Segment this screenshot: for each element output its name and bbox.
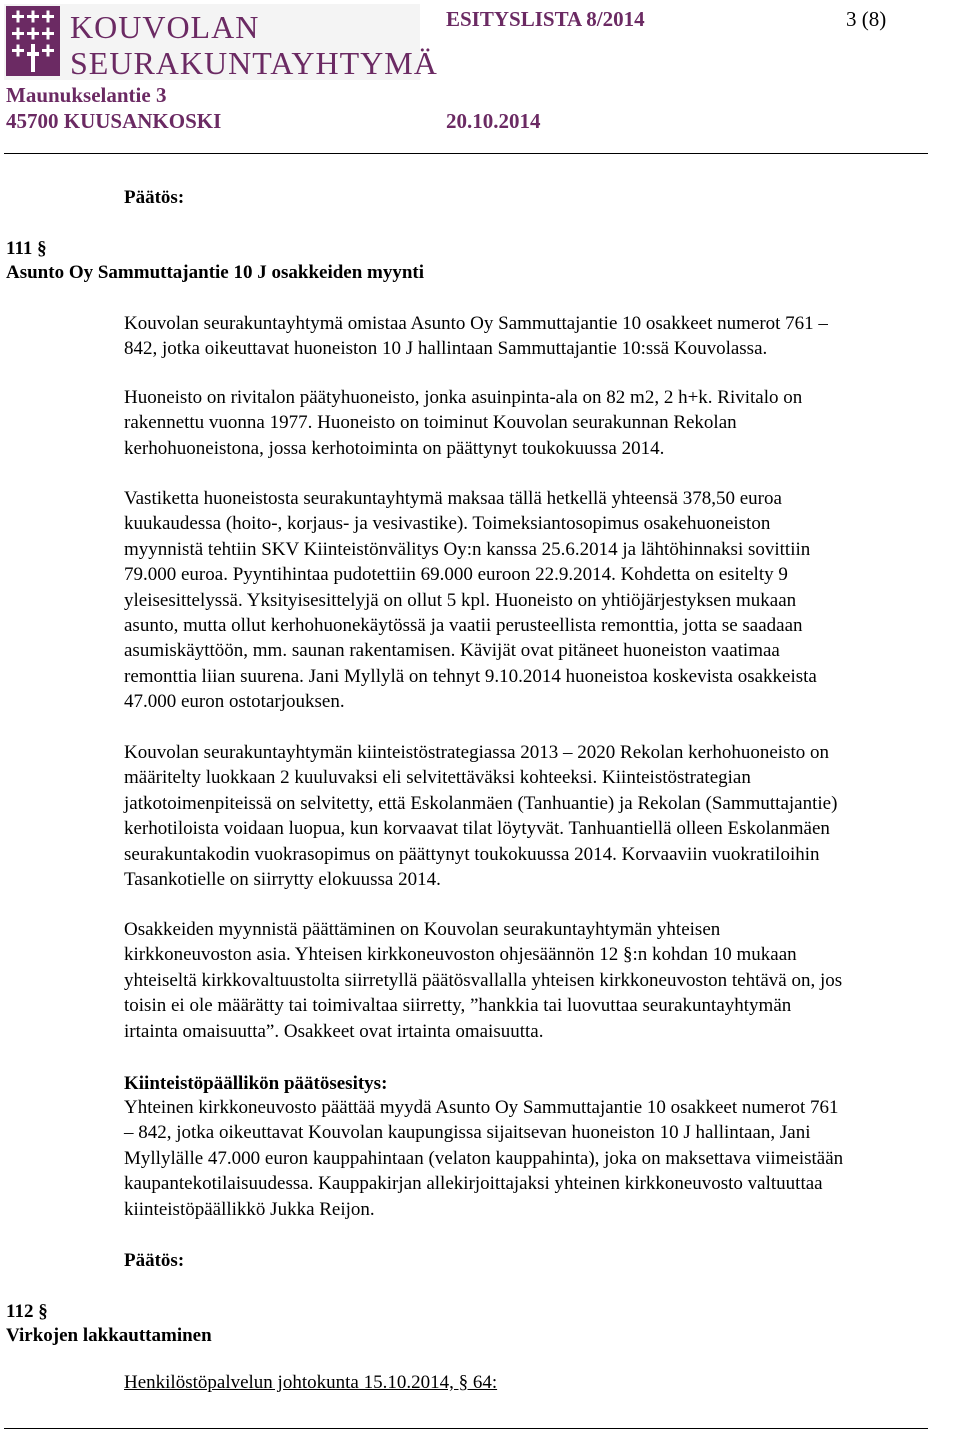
- cross-emblem-icon: [6, 6, 60, 76]
- section-112-title: Virkojen lakkauttaminen: [6, 1325, 212, 1346]
- section-111-title: Asunto Oy Sammuttajantie 10 J osakkeiden myynti: [6, 262, 425, 283]
- section-111-number: 111 §: [6, 238, 47, 259]
- org-name-line2: SEURAKUNTAYHTYMÄ: [70, 45, 438, 81]
- section-111-para1: Kouvolan seurakuntayhtymä omistaa Asunto Oy Sammuttajantie 10 osakkeet numerot 761 – 842, jotka oikeuttavat huoneiston 10 J hallintaan Sammuttajantie 10:ssä Kouvolassa.: [124, 313, 828, 360]
- document-title: ESITYSLISTA 8/2014: [446, 7, 645, 31]
- page-number: 3 (8): [846, 7, 887, 31]
- section-111-para3: Vastiketta huoneistosta seurakuntayhtymä maksaa tällä hetkellä yhteensä 378,50 euroa kuukaudessa (hoito-, korjaus- ja vesivastike). Toimeksiantosopimus osakehuoneiston myynnistä tehtiin SKV Kiinteistönvälitys Oy:n kanssa 25.6.2014 ja lähtöhinnaksi sovittiin 79.000 euroa. Pyyntihintaa pudotettiin 69.000 euroon 22.9.2014. Kohdetta on esitelty 9 yleisesittelyssä. Yksityisesittelyjä on ollut 5 kpl. Huoneisto on yhtiöjärjestyksen mukaan asunto, mutta ollut kerhohuonekäytössä ja vaatii perusteellista remonttia, jotta se saadaan asumiskäyttöön, mm. saunan rakentamisen. Kävijät ovat pitäneet huoneiston vaatimaa remonttia liian suurena. Jani Myllylä on tehnyt 9.10.2014 huoneistoa koskevista osakkeista 47.000 euron ostotarjouksen.: [124, 488, 817, 713]
- footer-divider: [4, 1428, 928, 1429]
- decision-label: Päätös:: [124, 187, 185, 208]
- org-name-line1: KOUVOLAN: [70, 9, 260, 45]
- section-112-reference: Henkilöstöpalvelun johtokunta 15.10.2014, § 64:: [124, 1372, 498, 1393]
- section-112-number: 112 §: [6, 1301, 48, 1322]
- decision-label-2: Päätös:: [124, 1250, 185, 1271]
- address-city: 45700 KUUSANKOSKI: [6, 109, 222, 133]
- header-divider: [4, 153, 928, 154]
- section-111-para4: Kouvolan seurakuntayhtymän kiinteistöstrategiassa 2013 – 2020 Rekolan kerhohuoneisto on määritelty luokkaan 2 kuuluvaksi eli selvitettäväksi kohteeksi. Kiinteistöstrategian jatkotoimenpiteissä on selvitetty, että Eskolanmäen (Tanhuantie) ja Rekolan (Sammuttajantie) kerhotiloista voidaan luopua, kun korvaavat tilat löytyvät. Tanhuantiellä olleen Eskolanmäen seurakuntakodin vuokrasopimus on päättynyt toukokuussa 2014. Korvaaviin vuokratiloihin Tasankotielle on siirrytty elokuussa 2014.: [124, 742, 838, 891]
- proposal-label: Kiinteistöpäällikön päätösesitys:: [124, 1073, 388, 1094]
- logo-block: [4, 4, 438, 81]
- address-street: Maunukselantie 3: [6, 83, 167, 107]
- document-date: 20.10.2014: [446, 109, 541, 133]
- section-111-para2: Huoneisto on rivitalon päätyhuoneisto, jonka asuinpinta-ala on 82 m2, 2 h+k. Rivitalo on rakennettu vuonna 1977. Huoneisto on toiminut Kouvolan seurakunnan Rekolan kerhohuoneistona, jossa kerhotoiminta on päättynyt toukokuussa 2014.: [124, 387, 803, 459]
- section-111-proposal: Yhteinen kirkkoneuvosto päättää myydä Asunto Oy Sammuttajantie 10 osakkeet numerot 761 – 842, jotka oikeuttavat Kouvolan kaupungissa sijaitsevan huoneiston 10 J hallintaan, Jani Myllylälle 47.000 euron kauppahintaan (velaton kauppahinta), joka on maksettava viimeistään kaupantekotilaisuudessa. Kauppakirjan allekirjoittajaksi yhteinen kirkkoneuvosto valtuuttaa kiinteistöpäällikkö Jukka Reijon.: [124, 1097, 844, 1220]
- section-111-para5: Osakkeiden myynnistä päättäminen on Kouvolan seurakuntayhtymän yhteisen kirkkoneuvoston asia. Yhteisen kirkkoneuvoston ohjesäännön 12 §:n kohdan 10 mukaan yhteiseltä kirkkovaltuustolta siirretyllä päätösvallalla yhteisen kirkkoneuvoston tehtävä on, jos toisin ei ole määrätty tai toimivaltaa siirretty, ”hankkia tai luovuttaa seurakuntayhtymän irtainta omaisuutta”. Osakkeet ovat irtainta omaisuutta.: [124, 919, 843, 1042]
